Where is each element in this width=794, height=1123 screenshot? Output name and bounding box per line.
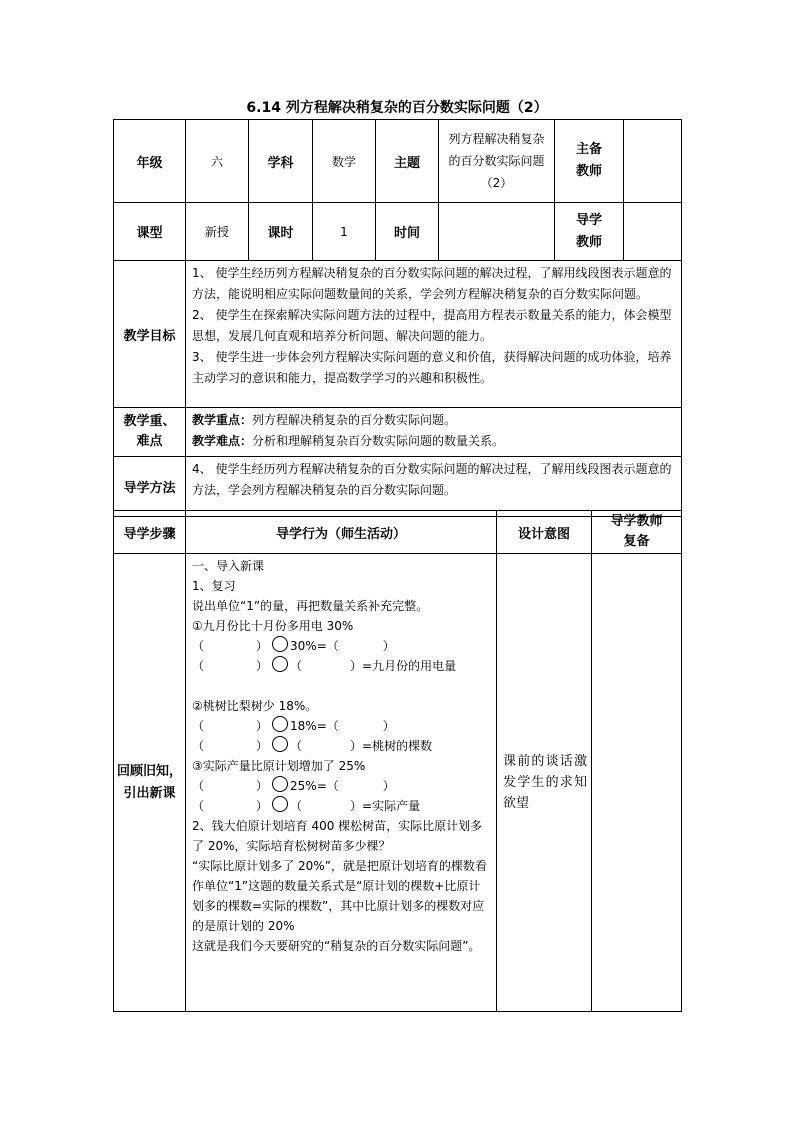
operator-circle-icon (272, 776, 288, 792)
paren-open: （ (290, 799, 303, 813)
activity-line: 2、钱大伯原计划培育 400 棵松树苗，实际比原计划多了 20%，实际培育松树树苗多少棵？ (192, 819, 483, 853)
fill-in-text: ）=桃树的棵数 (350, 739, 433, 753)
main-teacher-label: 主备教师 (555, 120, 624, 203)
paren-open: （ (192, 639, 205, 653)
paren-close: ） (256, 739, 269, 753)
header-teacher-review: 导学教师复备 (592, 511, 682, 554)
guide-teacher-label: 导学教师 (555, 203, 624, 261)
teacher-review (592, 554, 682, 1012)
objective-item: 1、 使学生经历列方程解决稍复杂的百分数实际问题的解决过程，了解用线段图表示题意的方法，能说明相应实际问题数量间的关系，学会列方程解决稍复杂的百分数实际问题。 (192, 266, 672, 301)
fill-in-text: ）=九月份的用电量 (350, 659, 457, 673)
activity-line: ②桃树比梨树少 18%。 (192, 699, 318, 713)
step-activities (186, 554, 497, 1012)
method-content: 4、 使学生经历列方程解决稍复杂的百分数实际问题的解决过程，了解用线段图表示题意的方法，学会列方程解决稍复杂的百分数实际问题。 (186, 457, 682, 517)
period-value: 1 (313, 203, 376, 261)
paren-close: ） (256, 799, 269, 813)
fill-in-line (192, 796, 492, 816)
fill-in-text: ）=实际产量 (350, 799, 421, 813)
lesson-info-table (113, 119, 682, 517)
topic-label: 主题 (376, 120, 439, 203)
paren-open: （ (192, 799, 205, 813)
operator-circle-icon (272, 736, 288, 752)
paren-close: ） (256, 639, 269, 653)
design-intent: 课前的谈话激发学生的求知欲望 (497, 554, 592, 1012)
activity-line: 说出单位“1”的量，再把数量关系补充完整。 (192, 599, 429, 613)
header-steps: 导学步骤 (114, 511, 186, 554)
fill-in-text: 18%=（ (290, 719, 339, 733)
operator-circle-icon (272, 716, 288, 732)
grade-label: 年级 (114, 120, 186, 203)
objectives-content (186, 261, 682, 408)
paren-close: ） (382, 639, 395, 653)
topic-value: 列方程解决稍复杂的百分数实际问题（2） (439, 120, 555, 203)
fill-in-line (192, 736, 492, 756)
step-label: 回顾旧知，引出新课 (114, 554, 186, 1012)
activity-line: “实际比原计划多了 20%”，就是把原计划培育的棵数看作单位“1”这题的数量关系式是“原计划的棵数+比原计划多的棵数=实际的棵数”，其中比原计划多的棵数对应的是原计划的 20% (192, 859, 487, 933)
period-label: 课时 (249, 203, 313, 261)
activity-line: ③实际产量比原计划增加了 25% (192, 759, 366, 773)
activity-line: 一、导入新课 (192, 559, 265, 573)
paren-open: （ (192, 739, 205, 753)
operator-circle-icon (272, 636, 288, 652)
paren-open: （ (290, 739, 303, 753)
fill-in-line (192, 636, 492, 656)
activity-line: ①九月份比十月份多用电 30% (192, 619, 354, 633)
document-title: 6.14 列方程解决稍复杂的百分数实际问题（2） (246, 100, 548, 116)
difficulty-label: 教学难点： (192, 434, 253, 448)
paren-open: （ (290, 659, 303, 673)
fill-in-text: 25%=（ (290, 779, 339, 793)
header-design-intent: 设计意图 (497, 511, 592, 554)
key-points-content (186, 408, 682, 457)
paren-open: （ (192, 779, 205, 793)
fill-in-text: 30%=（ (290, 639, 339, 653)
focus-text: 列方程解决稍复杂的百分数实际问题。 (252, 413, 457, 427)
operator-circle-icon (272, 796, 288, 812)
main-teacher-value (624, 120, 682, 203)
difficulty-text: 分析和理解稍复杂百分数实际问题的数量关系。 (252, 434, 505, 448)
focus-label: 教学重点： (192, 413, 253, 427)
activity-line: 1、复习 (192, 579, 236, 593)
fill-in-line (192, 716, 492, 736)
guide-teacher-value (624, 203, 682, 261)
fill-in-line (192, 776, 492, 796)
fill-in-line (192, 656, 492, 676)
activity-line: 这就是我们今天要研究的“稍复杂的百分数实际问题”。 (192, 939, 481, 953)
objective-item: 2、 使学生在探索解决实际问题方法的过程中，提高用方程表示数量关系的能力，体会模型思想，发展几何直观和培养分析问题、解决问题的能力。 (192, 308, 672, 343)
key-points-label: 教学重、难点 (114, 408, 186, 457)
subject-label: 学科 (249, 120, 313, 203)
paren-close: ） (256, 779, 269, 793)
method-label: 导学方法 (114, 457, 186, 517)
objectives-label: 教学目标 (114, 261, 186, 408)
header-activities: 导学行为（师生活动） (186, 511, 497, 554)
paren-close: ） (256, 659, 269, 673)
paren-open: （ (192, 659, 205, 673)
type-value: 新授 (186, 203, 249, 261)
subject-value: 数学 (313, 120, 376, 203)
paren-open: （ (192, 719, 205, 733)
guided-steps-table (113, 510, 682, 1012)
operator-circle-icon (272, 656, 288, 672)
paren-close: ） (382, 779, 395, 793)
type-label: 课型 (114, 203, 186, 261)
paren-close: ） (256, 719, 269, 733)
grade-value: 六 (186, 120, 249, 203)
time-label: 时间 (376, 203, 439, 261)
paren-close: ） (382, 719, 395, 733)
time-value (439, 203, 555, 261)
objective-item: 3、 使学生进一步体会列方程解决实际问题的意义和价值，获得解决问题的成功体验，培养主动学习的意识和能力，提高数学学习的兴趣和积极性。 (192, 350, 672, 385)
